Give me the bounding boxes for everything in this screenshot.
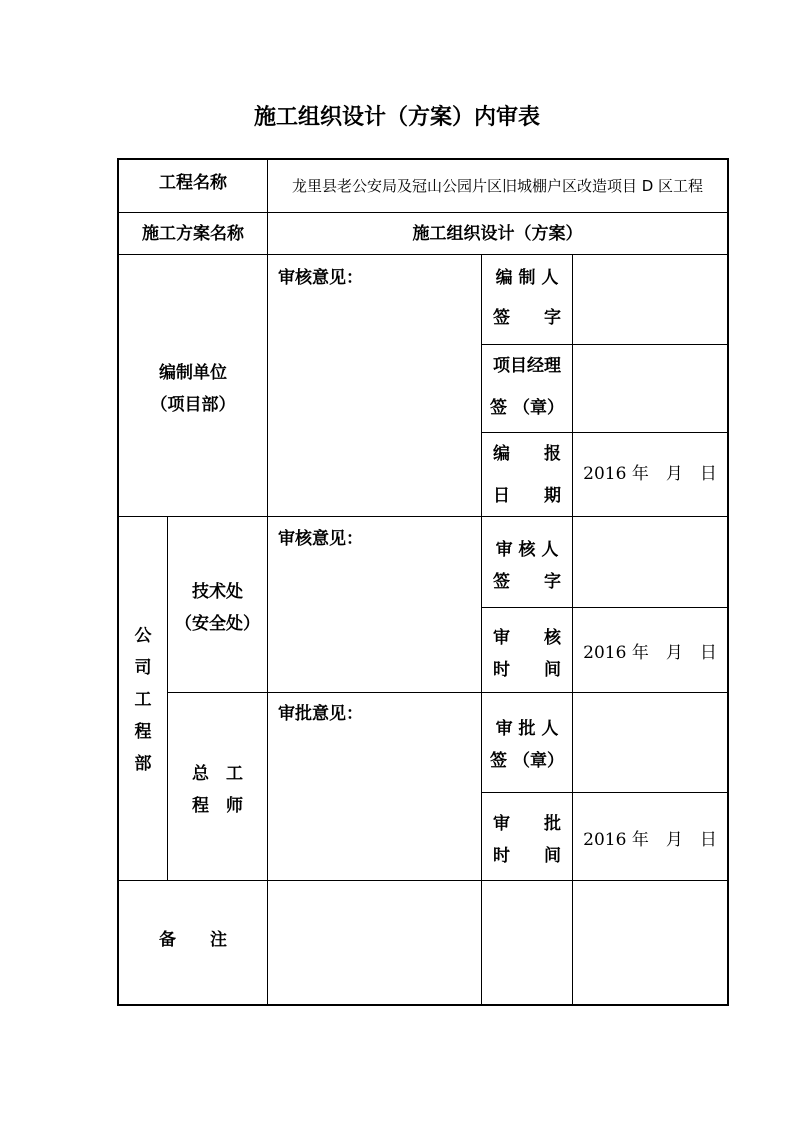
project-name-label: 工程名称 — [159, 173, 227, 193]
preparer-label-line2: 签 字 — [493, 308, 561, 328]
row-divider — [119, 516, 727, 517]
row-divider — [481, 344, 727, 345]
pm-label-line1: 项目经理 — [493, 356, 561, 376]
report-date-value: 2016 年 月 日 — [583, 464, 717, 484]
approver-label-line2: 签 （章） — [490, 751, 564, 771]
approval-time-label-line2: 时 间 — [493, 846, 561, 866]
dept-char: 公 — [134, 626, 152, 646]
dept-char: 程 — [134, 722, 152, 742]
review-time-label-line1: 审 核 — [493, 628, 561, 648]
remarks-label: 备 注 — [159, 930, 227, 950]
reviewer-label-line1: 审 核 人 — [495, 540, 559, 560]
compiling-opinion-label: 审核意见： — [278, 268, 363, 288]
tech-dept-sublabel: （安全处） — [175, 614, 260, 634]
dept-char: 司 — [134, 658, 152, 678]
review-form-table — [117, 158, 729, 1006]
company-engineering-dept-label — [119, 628, 167, 773]
row-divider — [481, 792, 727, 793]
review-time-label-line2: 时 间 — [493, 660, 561, 680]
tech-opinion-label: 审核意见： — [278, 529, 363, 549]
approval-time-value: 2016 年 月 日 — [583, 830, 717, 850]
row-divider — [481, 607, 727, 608]
row-divider — [119, 212, 727, 213]
approval-opinion-label: 审批意见： — [278, 704, 363, 724]
review-time-value: 2016 年 月 日 — [583, 643, 717, 663]
report-date-label-line1: 编 报 — [493, 444, 561, 464]
col-divider — [267, 160, 268, 1004]
preparer-label-line1: 编 制 人 — [495, 268, 559, 288]
dept-char: 部 — [134, 754, 152, 774]
row-divider — [119, 254, 727, 255]
col-divider — [167, 516, 168, 880]
form-title: 施工组织设计（方案）内审表 — [253, 104, 540, 130]
project-name-value: 龙里县老公安局及冠山公园片区旧城棚户区改造项目 D 区工程 — [291, 177, 704, 195]
approval-time-label-line1: 审 批 — [493, 814, 561, 834]
reviewer-label-line2: 签 字 — [493, 572, 561, 592]
row-divider — [167, 692, 727, 693]
row-divider — [119, 880, 727, 881]
chief-engineer-label-line2: 程 师 — [192, 796, 243, 816]
scheme-name-value: 施工组织设计（方案） — [412, 224, 583, 244]
scheme-name-label: 施工方案名称 — [142, 224, 244, 244]
row-divider — [481, 432, 727, 433]
chief-engineer-label-line1: 总 工 — [192, 764, 243, 784]
col-divider — [572, 254, 573, 1004]
tech-dept-label: 技术处 — [192, 582, 243, 602]
pm-label-line2: 签 （章） — [490, 398, 564, 418]
approver-label-line1: 审 批 人 — [495, 719, 559, 739]
report-date-label-line2: 日 期 — [493, 486, 561, 506]
compiling-unit-label: 编制单位 — [159, 363, 227, 383]
dept-char: 工 — [134, 690, 152, 710]
compiling-unit-sublabel: （项目部） — [150, 395, 236, 415]
